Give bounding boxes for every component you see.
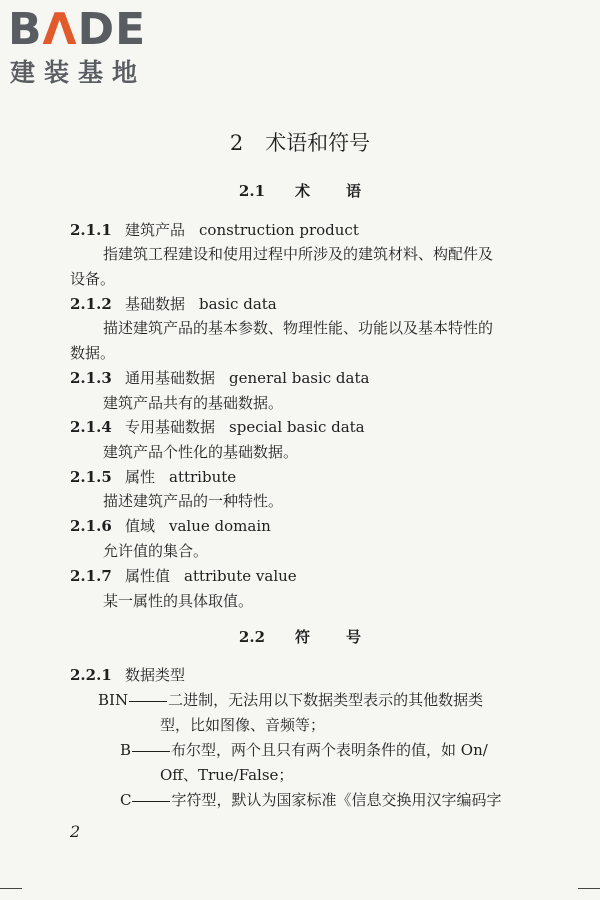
- logo-wordmark: BΛDE: [8, 4, 147, 55]
- em-dash: [132, 801, 170, 802]
- publisher-logo: [8, 6, 178, 90]
- symbol-definition-cont: 型，比如图像、音频等；: [160, 716, 326, 734]
- em-dash: [132, 751, 170, 752]
- page-number: 2: [70, 822, 81, 841]
- term-heading: 2.1.3 通用基础数据 general basic data: [70, 369, 370, 387]
- symbol-code: C: [120, 791, 132, 809]
- symbol-definition: BIN 二进制，无法用以下数据类型表示的其他数据类: [98, 691, 484, 709]
- term-definition: 允许值的集合。: [103, 542, 209, 560]
- term-heading: 2.1.6 值域 value domain: [70, 517, 271, 535]
- term-definition-cont: 设备。: [70, 270, 116, 288]
- chapter-number: 2: [229, 131, 244, 155]
- term-definition: 建筑产品共有的基础数据。: [103, 394, 284, 412]
- logo-chinese-text: 建装基地: [10, 58, 147, 87]
- term-definition: 指建筑工程建设和使用过程中所涉及的建筑材料、构配件及: [103, 245, 494, 263]
- term-heading: 2.1.2 基础数据 basic data: [70, 295, 277, 313]
- term-definition: 描述建筑产品的基本参数、物理性能、功能以及基本特性的: [103, 319, 494, 337]
- subsection-heading: 2.2.1 数据类型: [70, 666, 186, 684]
- term-definition: 某一属性的具体取值。: [103, 592, 254, 610]
- chapter-title: [0, 128, 600, 158]
- section-heading-terms: 2.1 术 语: [238, 182, 362, 200]
- scan-edge-mark: [0, 888, 22, 889]
- term-definition: 建筑产品个性化的基础数据。: [103, 443, 299, 461]
- term-heading: 2.1.1 建筑产品 construction product: [70, 221, 359, 239]
- symbol-definition: C 字符型，默认为国家标准《信息交换用汉字编码字: [120, 791, 502, 809]
- symbol-code: BIN: [98, 691, 129, 709]
- symbol-code: B: [120, 741, 132, 759]
- symbol-definition: B 布尔型，两个且只有两个表明条件的值，如 On/: [120, 741, 488, 759]
- em-dash: [129, 701, 167, 702]
- term-heading: 2.1.5 属性 attribute: [70, 468, 237, 486]
- chapter-name: 术语和符号: [265, 131, 371, 155]
- term-heading: 2.1.4 专用基础数据 special basic data: [70, 418, 365, 436]
- scan-edge-mark: [578, 888, 600, 889]
- term-heading: 2.1.7 属性值 attribute value: [70, 567, 297, 585]
- term-definition-cont: 数据。: [70, 344, 116, 362]
- section-heading-symbols: 2.2 符 号: [238, 628, 362, 646]
- logo-accent-letter: Λ: [42, 4, 78, 55]
- term-definition: 描述建筑产品的一种特性。: [103, 492, 284, 510]
- symbol-definition-cont: Off、True/False；: [160, 766, 294, 784]
